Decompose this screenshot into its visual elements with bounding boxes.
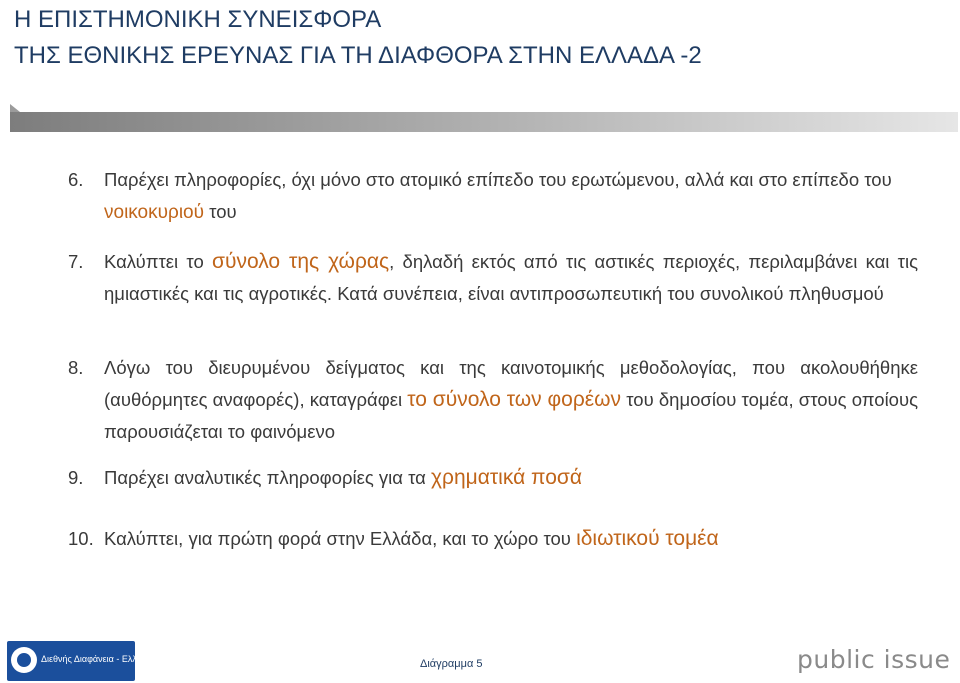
item-number: 10. [68,528,94,549]
slide-label: Διάγραμμα 5 [420,658,483,670]
item-text-part: του δημοσίου τομέα, στους οποίους παρουσιάζεται το φαινόμενο [104,389,918,442]
transparency-international-logo [7,641,147,681]
item-text [104,352,918,448]
list-item-7 [68,246,918,310]
item-text-part: Λόγω του διευρυμένου δείγματος και της καινοτομικής μεθοδολογίας, που ακολουθήθηκε (αυθόρμητες αναφορές), καταγράφει [104,357,918,410]
item-highlight: χρηματικά ποσά [430,466,583,489]
item-text-part: Παρέχει πληροφορίες, όχι μόνο στο ατομικό επίπεδο του ερωτώμενου, αλλά και στο επίπεδο του [104,169,892,190]
item-text-part: Παρέχει αναλυτικές πληροφορίες για τα [104,467,431,488]
item-number: 9. [68,467,84,488]
globe-icon [11,647,37,673]
item-highlight: σύνολο της χώρας [212,250,390,273]
title-line-1: Η ΕΠΙΣΤΗΜΟΝΙΚΗ ΣΥΝΕΙΣΦΟΡΑ [14,6,382,33]
item-highlight: ιδιωτικού τομέα [576,527,719,550]
item-text [104,523,918,555]
item-highlight: το σύνολο των φορέων [407,388,622,411]
item-number: 6. [68,169,84,190]
item-text-part: του [204,201,237,222]
list-item-10 [68,523,918,555]
item-text-part: Καλύπτει το [104,251,213,272]
item-number: 7. [68,251,84,272]
public-issue-logo: public issue [797,645,951,674]
item-number: 8. [68,357,84,378]
item-highlight: νοικοκυριού [104,202,205,223]
logo-text: Διεθνής Διαφάνεια - Ελλάς [41,654,147,664]
item-text-part: , δηλαδή εκτός από τις αστικές περιοχές, περιλαμβάνει και τις ημιαστικές και τις αγροτικές. Κατά συνέπεια, είναι αντιπροσωπευτική του συνολικού πληθυσμού [104,251,918,304]
list-item-9 [68,462,918,494]
title-line-2: ΤΗΣ ΕΘΝΙΚΗΣ ΕΡΕΥΝΑΣ ΓΙΑ ΤΗ ΔΙΑΦΘΟΡΑ ΣΤΗΝ ΕΛΛΑΔΑ -2 [14,42,702,69]
list-item-6 [68,164,918,229]
item-text [104,246,918,310]
item-text [104,164,918,229]
list-item-8 [68,352,918,448]
item-text-part: Καλύπτει, για πρώτη φορά στην Ελλάδα, και το χώρο του [104,528,577,549]
item-text [104,462,918,494]
